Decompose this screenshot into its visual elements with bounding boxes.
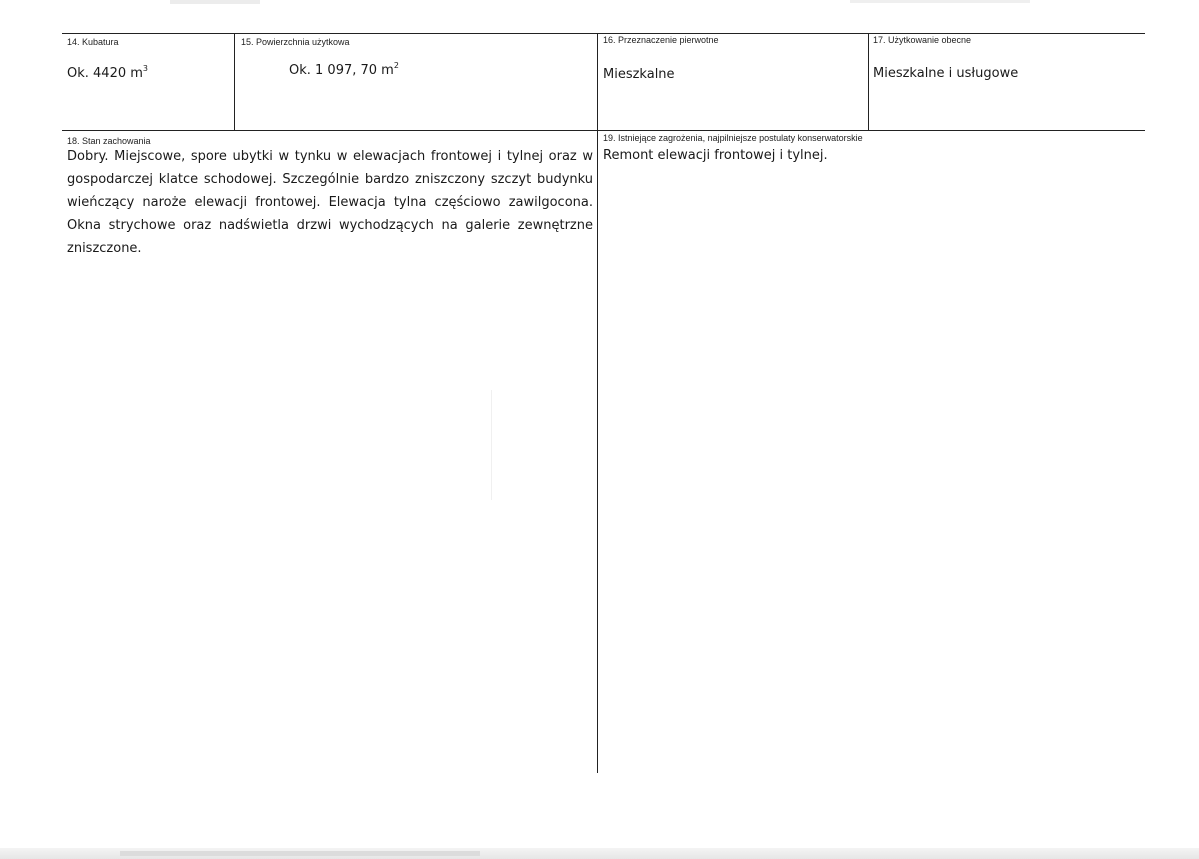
form-divider-center [597, 33, 598, 773]
field-label: 14. Kubatura [67, 37, 119, 47]
paragraph-line: Dobry. Miejscowe, spore ubytki w tynku w elewacjach frontowej i tylnej oraz w [67, 149, 593, 164]
field-label: 17. Użytkowanie obecne [873, 35, 972, 45]
scan-artifact [170, 0, 260, 4]
unit-exponent: 2 [393, 61, 399, 70]
form-divider-16-17 [868, 33, 869, 131]
paragraph-line: Okna strychowe oraz nadświetla drzwi wychodzących na galerie zewnętrzne [67, 218, 593, 233]
powierzchnia-value: Ok. 1 097, 70 m [289, 63, 394, 78]
field-label: 16. Przeznaczenie pierwotne [603, 35, 719, 45]
paragraph-line: wieńczący naroże elewacji frontowej. Elewacja tylna częściowo zawilgocona. [67, 195, 593, 210]
field-label: 19. Istniejące zagrożenia, najpilniejsze postulaty konserwatorskie [603, 133, 863, 143]
kubatura-value: Ok. 4420 m [67, 66, 143, 81]
form-top-border [62, 33, 1145, 34]
paragraph-line: gospodarczej klatce schodowej. Szczególnie bardzo zniszczony szczyt budynku [67, 172, 593, 187]
scan-edge [0, 848, 1199, 859]
scan-artifact [120, 851, 480, 856]
scan-artifact [850, 0, 1030, 3]
field-value: Mieszkalne [603, 67, 675, 82]
field-value [289, 63, 399, 79]
field-label: 18. Stan zachowania [67, 136, 151, 146]
scan-artifact [491, 390, 492, 500]
paragraph-line: zniszczone. [67, 241, 142, 256]
field-value: Remont elewacji frontowej i tylnej. [603, 148, 828, 163]
field-paragraph [67, 145, 593, 260]
unit-exponent: 3 [142, 64, 148, 73]
form-divider-14-15 [234, 33, 235, 131]
field-label: 15. Powierzchnia użytkowa [241, 37, 350, 47]
field-value: Mieszkalne i usługowe [873, 66, 1019, 81]
form-middle-border [62, 130, 1145, 131]
field-value [67, 66, 148, 82]
